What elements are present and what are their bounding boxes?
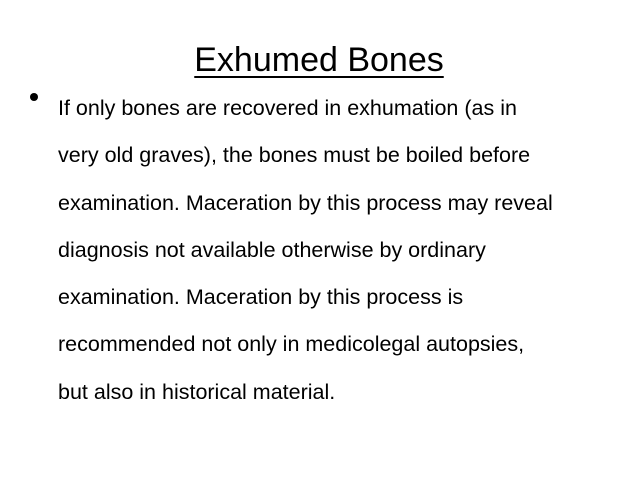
bullet-line: but also in historical material. [58, 379, 336, 404]
bullet-paragraph [58, 85, 633, 416]
bullet-dot-icon [30, 93, 38, 101]
bullet-line: examination. Maceration by this process may reveal [58, 190, 553, 215]
slide-title: Exhumed Bones [194, 41, 444, 79]
bullet-line: examination. Maceration by this process is [58, 285, 464, 310]
bullet-line: very old graves), the bones must be boiled before [58, 143, 531, 168]
bullet-line: If only bones are recovered in exhumation (as in [58, 96, 517, 120]
bullet-line: diagnosis not available otherwise by ordinary [58, 237, 486, 262]
bullet-line: recommended not only in medicolegal autopsies, [58, 332, 525, 357]
